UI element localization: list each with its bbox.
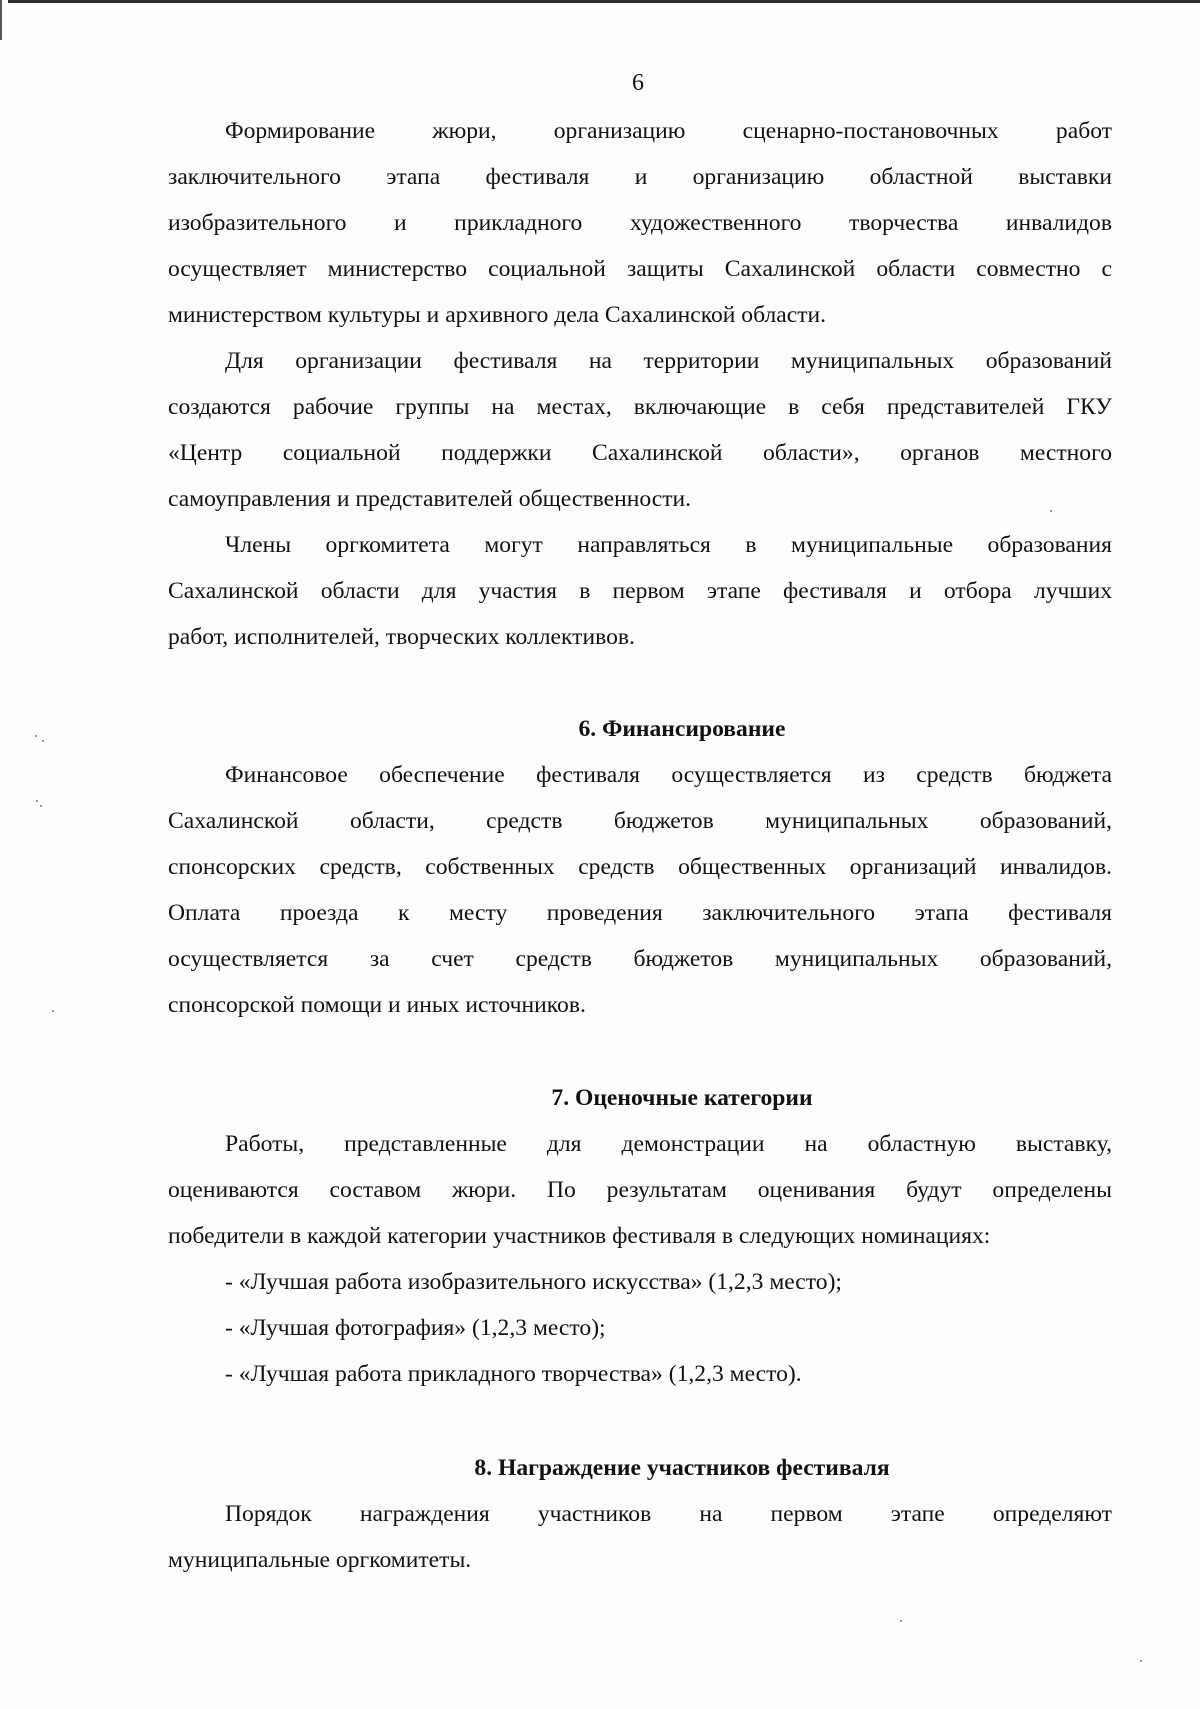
- section-heading-financing: 6. Финансирование: [578, 716, 786, 742]
- nomination-item: - «Лучшая фотография» (1,2,3 место);: [225, 1315, 606, 1341]
- text-line: Работы, представленные для демонстрации на областную выставку,: [225, 1131, 1112, 1157]
- text-line: Для организации фестиваля на территории муниципальных образований: [225, 348, 1112, 374]
- text-line: Сахалинской области, средств бюджетов муниципальных образований,: [168, 808, 1112, 834]
- text-line: создаются рабочие группы на местах, включающие в себя представителей ГКУ: [168, 394, 1112, 420]
- scan-speck: [52, 1010, 54, 1012]
- text-line: работ, исполнителей, творческих коллективов.: [168, 624, 635, 650]
- paragraph-jury: [168, 108, 1112, 338]
- text-line: Оплата проезда к месту проведения заключительного этапа фестиваля: [168, 900, 1112, 926]
- text-line: Члены оргкомитета могут направляться в муниципальные образования: [225, 532, 1112, 558]
- paragraph-working-groups: [168, 338, 1112, 522]
- text-line: спонсорской помощи и иных источников.: [168, 992, 586, 1018]
- scan-top-border: [8, 0, 1200, 3]
- text-line: спонсорских средств, собственных средств общественных организаций инвалидов.: [168, 854, 1112, 880]
- page-number: 6: [632, 70, 644, 96]
- text-line: осуществляет министерство социальной защиты Сахалинской области совместно с: [168, 256, 1112, 282]
- nomination-item: - «Лучшая работа изобразительного искусства» (1,2,3 место);: [225, 1269, 842, 1295]
- scan-speck: [36, 800, 38, 802]
- paragraph-evaluation: [168, 1121, 1112, 1397]
- scan-speck: [1050, 510, 1052, 512]
- paragraph-awards: [168, 1491, 1112, 1583]
- scan-speck: [42, 740, 44, 742]
- text-line: Финансовое обеспечение фестиваля осуществляется из средств бюджета: [225, 762, 1112, 788]
- text-line: муниципальные оргкомитеты.: [168, 1547, 472, 1573]
- text-line: осуществляется за счет средств бюджетов муниципальных образований,: [168, 946, 1112, 972]
- document-body: [168, 108, 1112, 1583]
- text-line: победители в каждой категории участников фестиваля в следующих номинациях:: [168, 1223, 991, 1249]
- scan-speck: [40, 805, 42, 807]
- text-line: изобразительного и прикладного художественного творчества инвалидов: [168, 210, 1112, 236]
- text-line: заключительного этапа фестиваля и организацию областной выставки: [168, 164, 1112, 190]
- text-line: оцениваются составом жюри. По результатам оценивания будут определены: [168, 1177, 1112, 1203]
- scan-left-edge: [0, 0, 2, 40]
- text-line: министерством культуры и архивного дела Сахалинской области.: [168, 302, 827, 328]
- text-line: Порядок награждения участников на первом этапе определяют: [225, 1501, 1112, 1527]
- section-heading-awards: 8. Награждение участников фестиваля: [474, 1455, 890, 1481]
- scan-speck: [1140, 1660, 1142, 1662]
- paragraph-financing: [168, 752, 1112, 1028]
- text-line: Формирование жюри, организацию сценарно-постановочных работ: [225, 118, 1112, 144]
- text-line: Сахалинской области для участия в первом этапе фестиваля и отбора лучших: [168, 578, 1112, 604]
- scan-speck: [35, 735, 37, 737]
- paragraph-committee-members: [168, 522, 1112, 660]
- text-line: самоуправления и представителей общественности.: [168, 486, 692, 512]
- nomination-item: - «Лучшая работа прикладного творчества» (1,2,3 место).: [225, 1361, 802, 1387]
- scan-speck: [900, 1620, 902, 1622]
- section-heading-evaluation: 7. Оценочные категории: [551, 1085, 813, 1111]
- text-line: «Центр социальной поддержки Сахалинской области», органов местного: [168, 440, 1112, 466]
